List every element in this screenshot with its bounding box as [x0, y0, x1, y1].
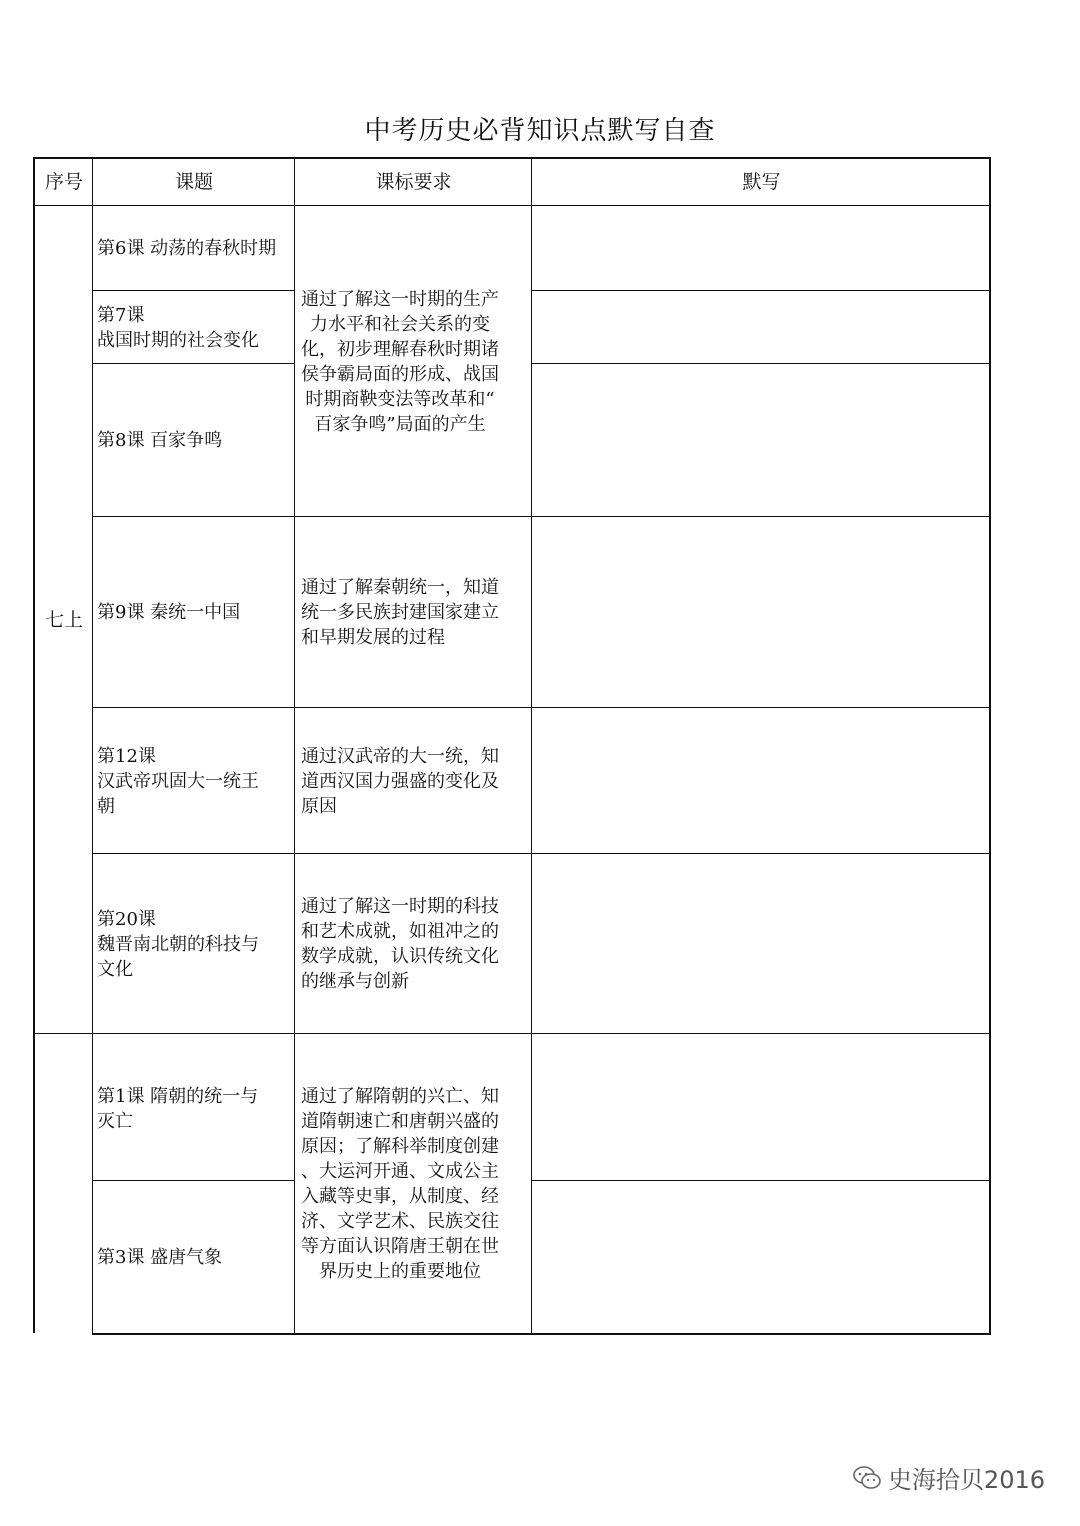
- lesson-title: 汉武帝巩固大一统王 朝: [97, 770, 259, 817]
- header-index: 序号: [44, 171, 83, 193]
- requirement-cell: [295, 1034, 532, 1334]
- lesson-title: 第3课 盛唐气象: [97, 1247, 223, 1268]
- header-requirement: 课标要求: [375, 171, 452, 193]
- grid-line: [294, 159, 295, 1335]
- requirement-cell: [295, 708, 532, 854]
- lesson-cell: [93, 708, 295, 854]
- dictation-cell[interactable]: [532, 206, 991, 291]
- dictation-cell[interactable]: [532, 1034, 991, 1181]
- grid-line: [35, 1033, 991, 1034]
- requirement-text: 通过了解这一时期的生产 力水平和社会关系的变 化，初步理解春秋时期诸 侯争霸局面的形成、战国 时期商鞅变法等改革和“ 百家争鸣”局面的产生: [301, 288, 499, 435]
- dictation-cell[interactable]: [532, 708, 991, 854]
- lesson-cell: [93, 854, 295, 1034]
- dictation-cell[interactable]: [532, 1181, 991, 1334]
- wechat-icon: [852, 1465, 882, 1491]
- requirement-text: 通过了解秦朝统一，知道 统一多民族封建国家建立 和早期发展的过程: [301, 577, 499, 648]
- grid-line: [93, 516, 991, 517]
- lesson-cell: [93, 206, 295, 291]
- knowledge-table: [33, 157, 991, 1333]
- lesson-cell: [93, 1181, 295, 1334]
- grid-line: [93, 1333, 991, 1335]
- page-title: 中考历史必背知识点默写自查: [364, 116, 716, 146]
- dictation-cell[interactable]: [532, 517, 991, 708]
- grid-line: [35, 205, 991, 206]
- watermark-text: 史海拾贝2016: [887, 1466, 1045, 1494]
- lesson-number: 第12课: [97, 745, 156, 767]
- grid-line: [93, 707, 991, 708]
- lesson-title: 第9课 秦统一中国: [97, 602, 241, 623]
- dictation-cell[interactable]: [532, 854, 991, 1034]
- grid-line: [531, 159, 532, 1335]
- dictation-cell[interactable]: [532, 291, 991, 364]
- header-dictation: 默写: [742, 171, 781, 193]
- grid-line: [532, 290, 991, 291]
- grade-cell: [35, 1034, 93, 1334]
- lesson-title: 魏晋南北朝的科技与 文化: [97, 933, 259, 980]
- grid-line: [93, 290, 295, 291]
- requirement-cell: [295, 854, 532, 1034]
- lesson-cell: [93, 1034, 295, 1181]
- dictation-cell[interactable]: [532, 364, 991, 517]
- requirement-text: 通过汉武帝的大一统，知 道西汉国力强盛的变化及 原因: [301, 745, 499, 817]
- requirement-text: 通过了解这一时期的科技 和艺术成就，如祖冲之的 数学成就，认识传统文化 的继承与创新: [301, 896, 499, 992]
- requirement-text: 通过了解隋朝的兴亡、知 道隋朝速亡和唐朝兴盛的 原因；了解科举制度创建 、大运河开通、文成公主 入藏等史事，从制度、经 济、文学艺术、民族交往 等方面认识隋唐王朝在世 界历史上的重要地位: [301, 1086, 499, 1282]
- grade-cell: 七上: [44, 608, 83, 631]
- grid-line: [93, 853, 991, 854]
- lesson-cell: [93, 364, 295, 517]
- lesson-title: 第1课 隋朝的统一与 灭亡: [97, 1086, 259, 1132]
- grid-line: [93, 1180, 295, 1181]
- grid-line: [93, 363, 295, 364]
- grid-line: [532, 363, 991, 364]
- lesson-number: 第7课: [97, 304, 145, 326]
- lesson-cell: [93, 291, 295, 364]
- lesson-number: 第20课: [97, 908, 156, 930]
- lesson-cell: [93, 517, 295, 708]
- lesson-title: 战国时期的社会变化: [97, 329, 259, 351]
- grid-line: [92, 159, 93, 1335]
- requirement-cell: [295, 206, 532, 517]
- watermark: [852, 1460, 1045, 1495]
- requirement-cell: [295, 517, 532, 708]
- header-lesson: 课题: [174, 171, 213, 193]
- lesson-title: 第6课 动荡的春秋时期: [97, 238, 277, 259]
- lesson-title: 第8课 百家争鸣: [97, 430, 223, 451]
- grid-line: [532, 1180, 991, 1181]
